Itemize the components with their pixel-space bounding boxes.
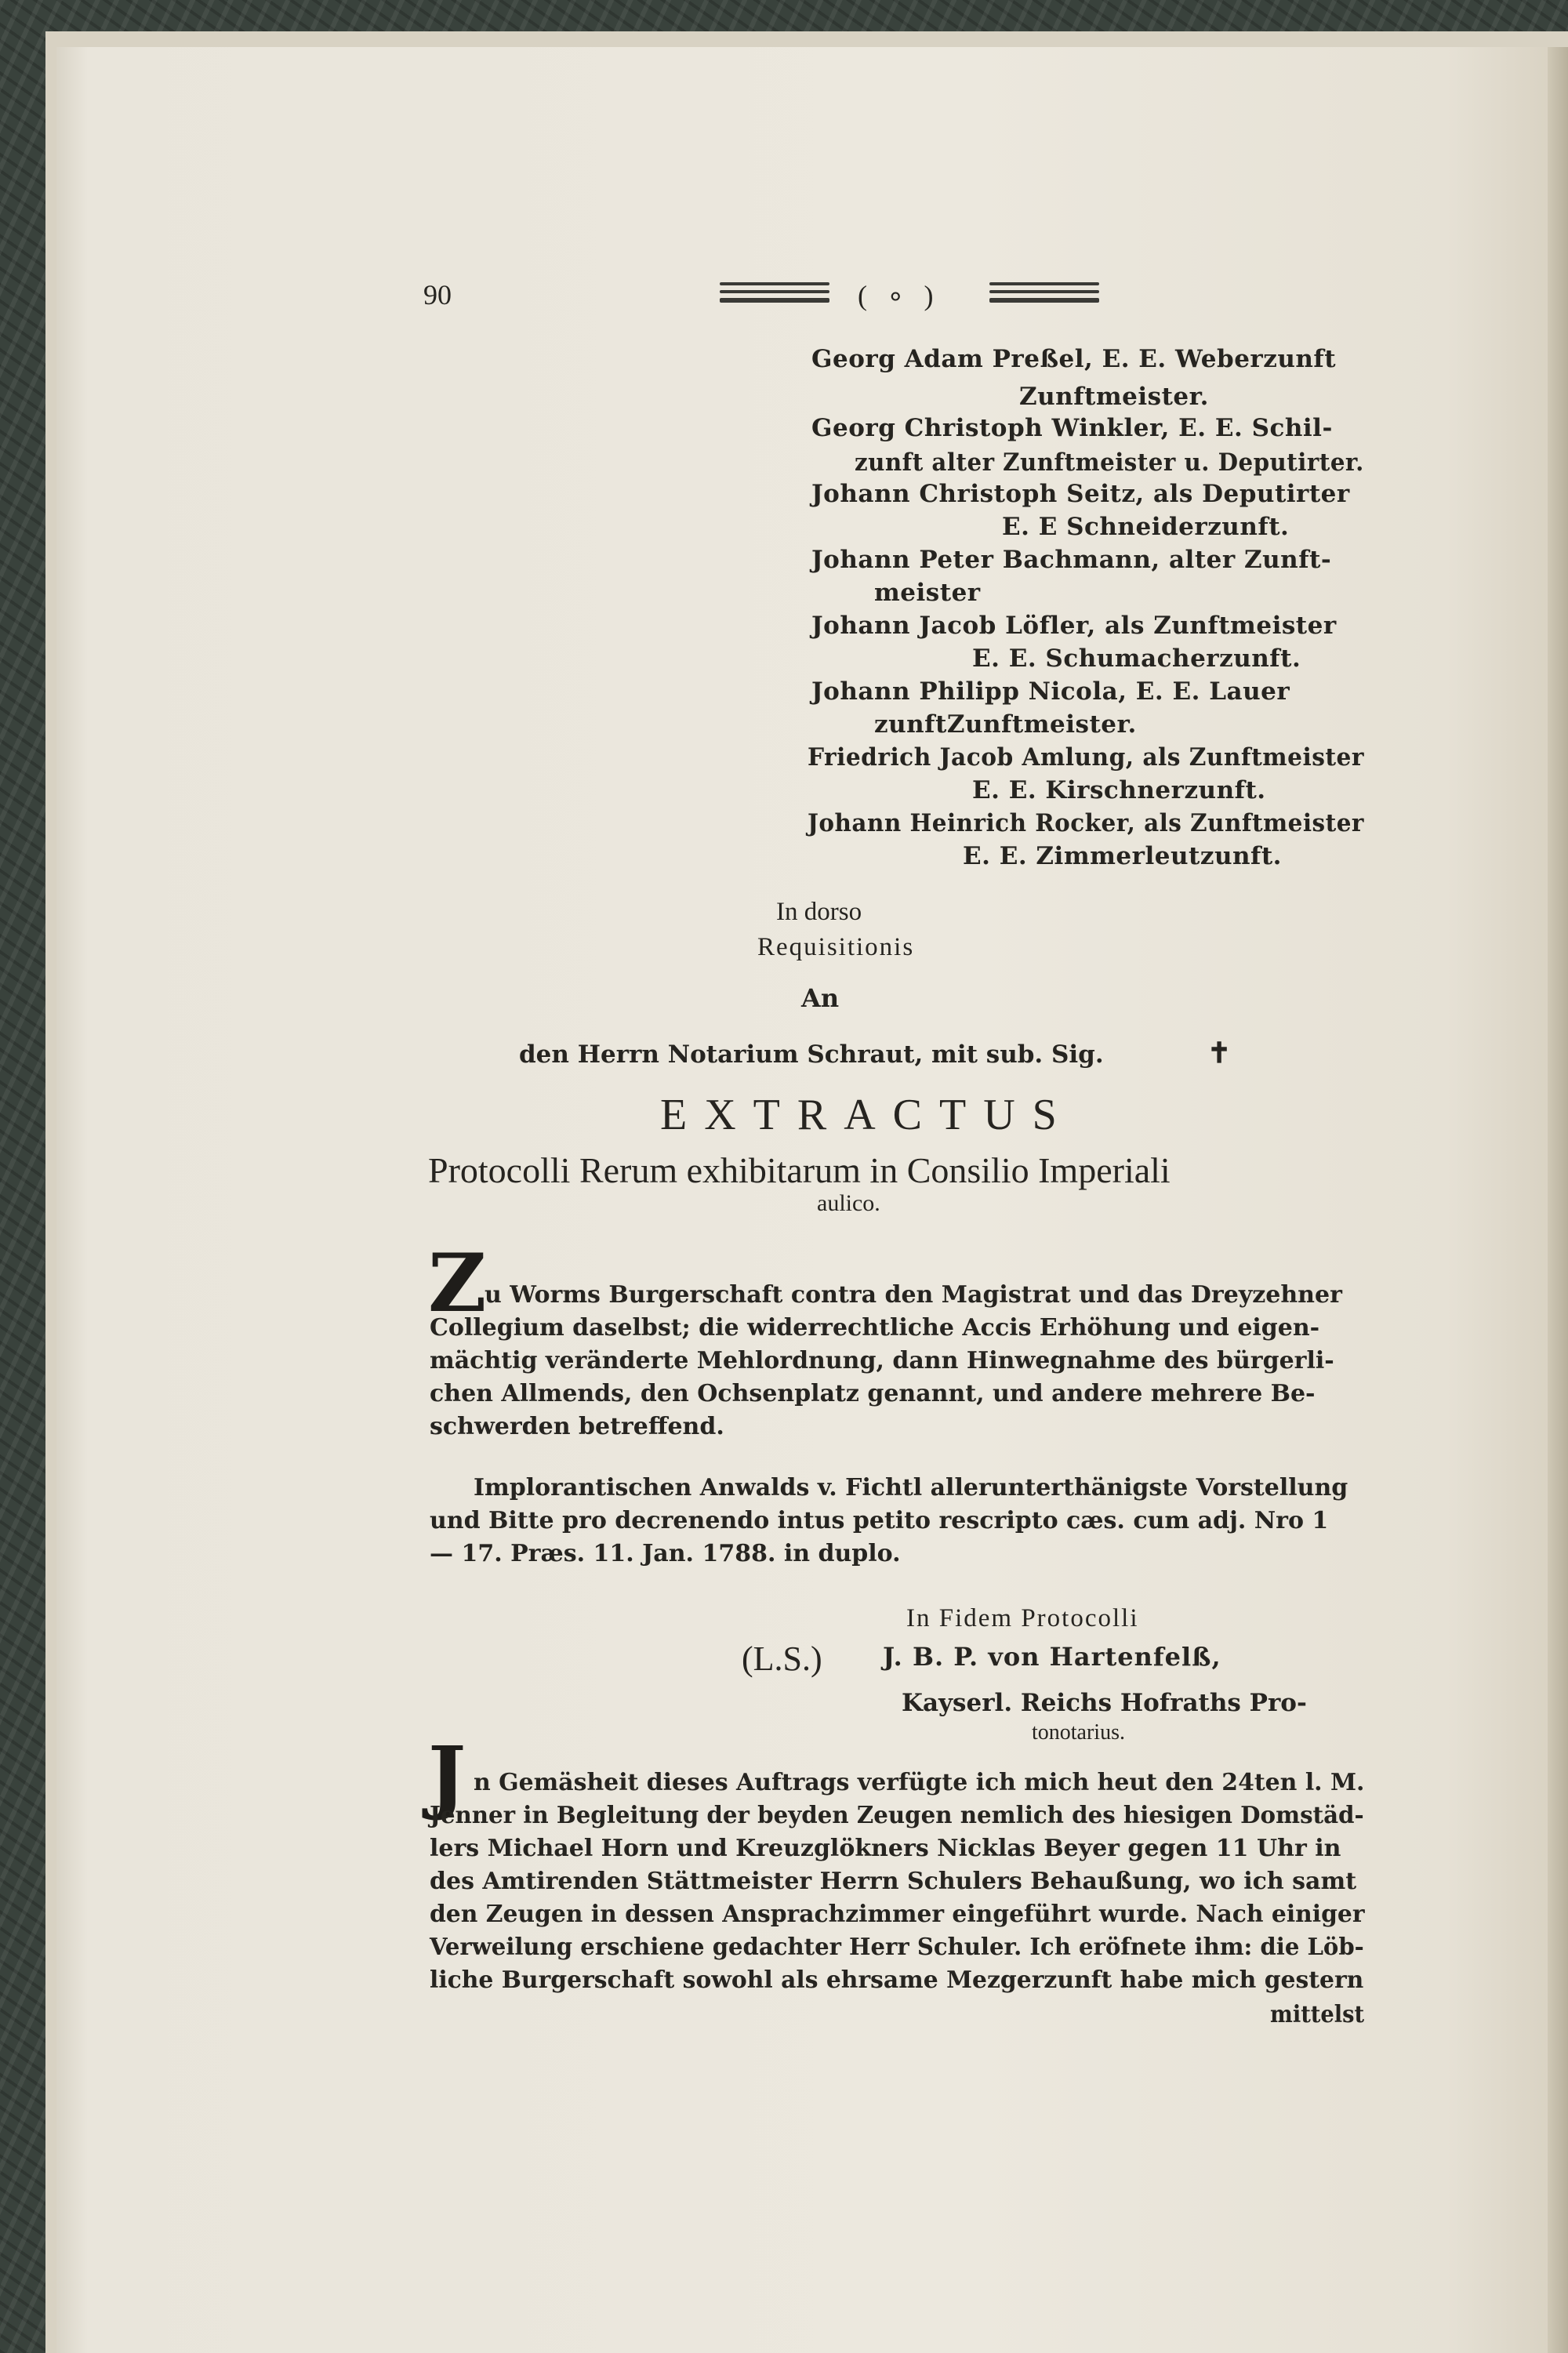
paragraph-1-line-4: chen Allmends, den Ochsenplatz genannt, und andere mehrere Be- xyxy=(430,1380,1316,1407)
paragraph-3-line-1: n Gemäsheit dieses Auftrags verfügte ich mich heut den 24ten l. M. xyxy=(474,1769,1365,1796)
paragraph-2-line-3: — 17. Præs. 11. Jan. 1788. in duplo. xyxy=(430,1540,901,1567)
paragraph-2-line-2: und Bitte pro decrenendo intus petito rescripto cæs. cum adj. Nro 1 xyxy=(430,1507,1329,1534)
fidem-line-2: J. B. P. von Hartenfelß, xyxy=(883,1642,1221,1672)
paragraph-3-line-5: den Zeugen in dessen Ansprachzimmer eingeführt wurde. Nach einiger xyxy=(430,1901,1365,1928)
header-rule-right xyxy=(989,282,1099,303)
page-number: 90 xyxy=(423,279,452,310)
extract-subtitle-2: aulico. xyxy=(817,1190,880,1216)
signatory-7-line2: E. E. Kirschnerzunft. xyxy=(972,776,1266,804)
signatory-5-line2: E. E. Schumacherzunft. xyxy=(972,645,1301,673)
signatory-6-line2: zunftZunftmeister. xyxy=(874,710,1137,739)
fidem-line-3: Kayserl. Reichs Hofraths Pro- xyxy=(902,1689,1307,1717)
signatory-5-line1: Johann Jacob Löfler, als Zunftmeister xyxy=(811,612,1337,640)
signatory-8-line2: E. E. Zimmerleutzunft. xyxy=(963,842,1282,870)
signatory-1-line1: Georg Adam Preßel, E. E. Weberzunft xyxy=(811,345,1337,373)
paragraph-3-line-2: Jenner in Begleitung der beyden Zeugen nemlich des hiesigen Domstäd- xyxy=(430,1802,1364,1829)
fidem-line-1: In Fidem Protocolli xyxy=(906,1604,1139,1632)
paragraph-1-line-2: Collegium daselbst; die widerrechtliche Accis Erhöhung und eigen- xyxy=(430,1314,1320,1342)
paragraph-3-line-6: Verweilung erschiene gedachter Herr Schuler. Ich eröfnete ihm: die Löb- xyxy=(430,1934,1364,1961)
paragraph-1-line-3: mächtig veränderte Mehlordnung, dann Hinwegnahme des bürgerli- xyxy=(430,1347,1334,1374)
signatory-8-line1: Johann Heinrich Rocker, als Zunftmeister xyxy=(808,809,1364,837)
dorso-line-2: Requisitionis xyxy=(757,933,915,961)
seal-mark: (L.S.) xyxy=(742,1639,822,1678)
signatory-2-line2: zunft alter Zunftmeister u. Deputirter. xyxy=(855,448,1364,477)
paragraph-1-line-5: schwerden betreffend. xyxy=(430,1413,724,1440)
header-ornament: ( ∘ ) xyxy=(858,280,940,311)
signatory-7-line1: Friedrich Jacob Amlung, als Zunftmeister xyxy=(808,743,1364,772)
signatory-4-line1: Johann Peter Bachmann, alter Zunft- xyxy=(811,546,1332,574)
fidem-line-4: tonotarius. xyxy=(1032,1720,1125,1745)
paragraph-3-drop-cap: J xyxy=(428,1729,466,1823)
signatory-1-line2: Zunftmeister. xyxy=(1019,383,1209,411)
paragraph-1-drop-cap: Z xyxy=(428,1236,487,1331)
extract-title: EXTRACTUS xyxy=(660,1091,1074,1139)
signatory-2-line1: Georg Christoph Winkler, E. E. Schil- xyxy=(811,414,1333,442)
catchword: mittelst xyxy=(1270,2001,1365,2028)
paragraph-3-line-7: liche Burgerschaft sowohl als ehrsame Mezgerzunft habe mich gestern xyxy=(430,1966,1364,1994)
dorso-line-1: In dorso xyxy=(776,898,862,926)
dorso-line-3: An xyxy=(801,983,840,1013)
signatory-3-line1: Johann Christoph Seitz, als Deputirter xyxy=(811,480,1350,508)
signatory-4-line2: meister xyxy=(874,579,981,607)
paragraph-3-line-4: des Amtirenden Stättmeister Herrn Schulers Behaußung, wo ich samt xyxy=(430,1868,1357,1895)
signatory-6-line1: Johann Philipp Nicola, E. E. Lauer xyxy=(811,677,1290,706)
page-gutter xyxy=(1548,47,1568,2353)
signatory-3-line2: E. E Schneiderzunft. xyxy=(1002,513,1290,541)
header-rule-left xyxy=(720,282,829,303)
extract-subtitle-1: Protocolli Rerum exhibitarum in Consilio Imperiali xyxy=(428,1150,1171,1190)
dorso-line-4: den Herrn Notarium Schraut, mit sub. Sig. xyxy=(519,1040,1104,1069)
paragraph-3-line-3: lers Michael Horn und Kreuzglökners Nicklas Beyer gegen 11 Uhr in xyxy=(430,1835,1341,1862)
paragraph-1-line-1: u Worms Burgerschaft contra den Magistrat und das Dreyzehner xyxy=(485,1281,1342,1309)
paragraph-2-line-1: Implorantischen Anwalds v. Fichtl allerunterthänigste Vorstellung xyxy=(474,1474,1348,1501)
dorso-cross-icon: ✝ xyxy=(1207,1037,1232,1069)
